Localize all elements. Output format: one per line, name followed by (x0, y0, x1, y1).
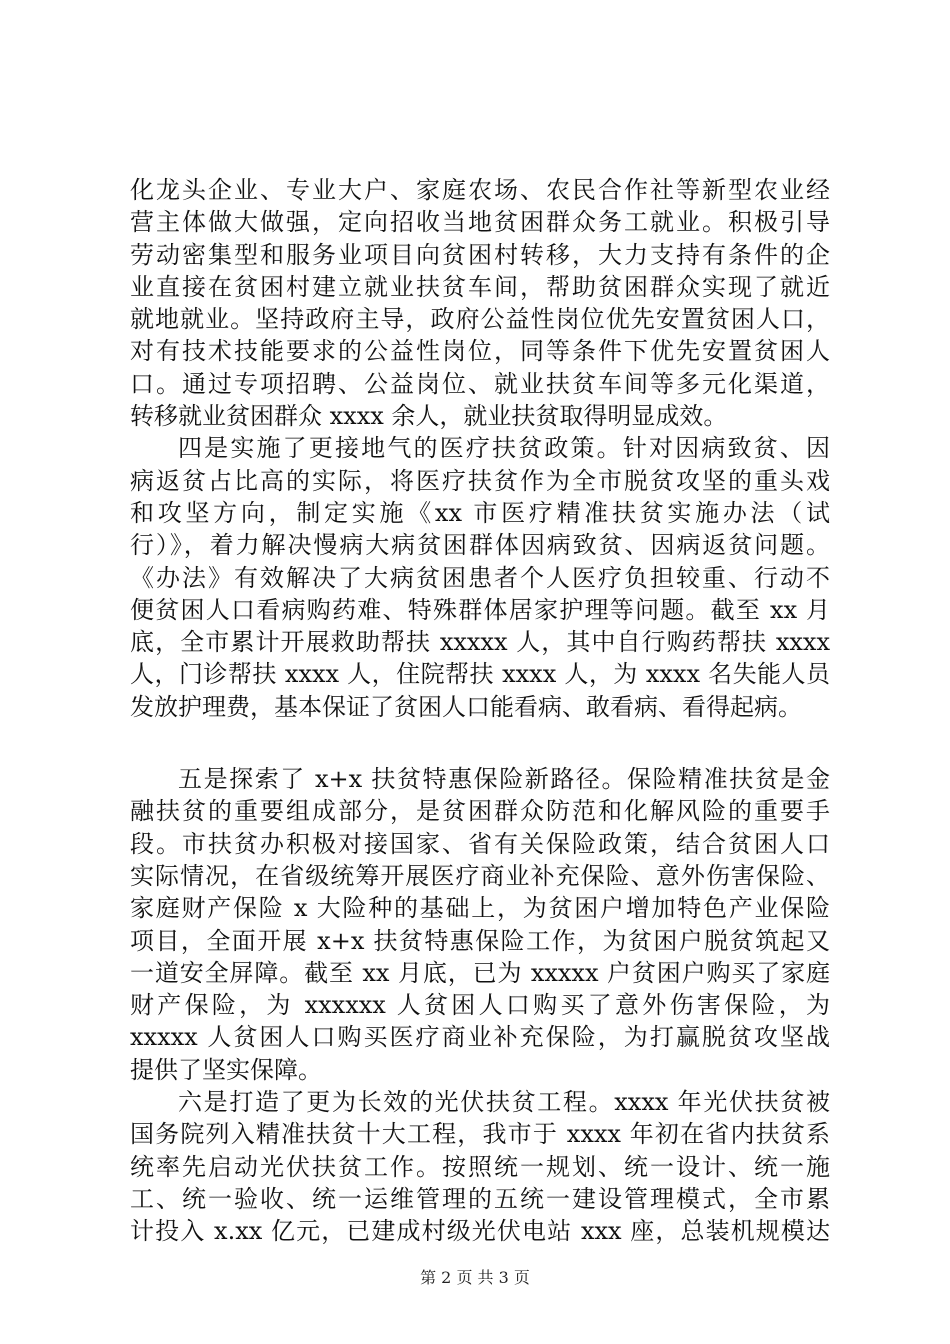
text-line: 便贫困人口看病购药难、特殊群体居家护理等问题。截至 xx 月 (130, 595, 830, 624)
text-line: 融扶贫的重要组成部分，是贫困群众防范和化解风险的重要手 (130, 797, 830, 826)
text-line: 《办法》有效解决了大病贫困患者个人医疗负担较重、行动不 (130, 563, 830, 592)
text-line: 财产保险，为 xxxxxx 人贫困人口购买了意外伤害保险，为 (130, 991, 830, 1020)
paragraph-gap (130, 723, 830, 763)
page-footer (0, 1268, 950, 1288)
text-line: 工、统一验收、统一运维管理的五统一建设管理模式，全市累 (130, 1184, 830, 1213)
text-line: 家庭财产保险 x 大险种的基础上，为贫困户增加特色产业保险 (130, 894, 830, 923)
text-line: 劳动密集型和服务业项目向贫困村转移，大力支持有条件的企 (130, 240, 830, 269)
text-line: 项目，全面开展 x+x 扶贫特惠保险工作，为贫困户脱贫筑起又 (130, 926, 830, 955)
text-line: 发放护理费，基本保证了贫困人口能看病、敢看病、看得起病。 (130, 692, 802, 721)
text-line: 化龙头企业、专业大户、家庭农场、农民合作社等新型农业经 (130, 176, 830, 204)
text-line: 和攻坚方向，制定实施《xx 市医疗精准扶贫实施办法（试 (130, 498, 830, 527)
text-line: 四是实施了更接地气的医疗扶贫政策。针对因病致贫、因 (178, 434, 830, 463)
text-line: 行）》，着力解决慢病大病贫困群体因病致贫、因病返贫问题。 (130, 531, 830, 560)
text-line: 统率先启动光伏扶贫工作。按照统一规划、统一设计、统一施 (130, 1152, 830, 1181)
text-line: 计投入 x.xx 亿元，已建成村级光伏电站 xxx 座，总装机规模达 (130, 1217, 830, 1246)
text-line: 段。市扶贫办积极对接国家、省有关保险政策，结合贫困人口 (130, 829, 830, 858)
text-line: 提供了坚实保障。 (130, 1055, 322, 1084)
body-text (130, 174, 830, 1248)
text-line: 五是探索了 x+x 扶贫特惠保险新路径。保险精准扶贫是金 (178, 765, 830, 794)
paragraph-employment (130, 174, 830, 432)
text-line: 底，全市累计开展救助帮扶 xxxxx 人，其中自行购药帮扶 xxxx (130, 628, 830, 657)
text-line: 就地就业。坚持政府主导，政府公益性岗位优先安置贫困人口， (130, 305, 830, 334)
text-line: 转移就业贫困群众 xxxx 余人，就业扶贫取得明显成效。 (130, 402, 728, 431)
paragraph-photovoltaic (130, 1086, 830, 1247)
page-number-label: 第 2 页 共 3 页 (420, 1268, 530, 1287)
text-line: 人，门诊帮扶 xxxx 人，住院帮扶 xxxx 人，为 xxxx 名失能人员 (130, 660, 830, 689)
paragraph-medical (130, 432, 830, 723)
text-line: 一道安全屏障。截至 xx 月底，已为 xxxxx 户贫困户购买了家庭 (130, 958, 830, 987)
text-line: 对有技术技能要求的公益性岗位，同等条件下优先安置贫困人 (130, 337, 830, 366)
text-line: 病返贫占比高的实际，将医疗扶贫作为全市脱贫攻坚的重头戏 (130, 466, 830, 495)
text-line: 业直接在贫困村建立就业扶贫车间，帮助贫困群众实现了就近 (130, 272, 830, 301)
paragraph-insurance (130, 763, 830, 1086)
text-line: 实际情况，在省级统筹开展医疗商业补充保险、意外伤害保险、 (130, 861, 830, 890)
text-line: xxxxx 人贫困人口购买医疗商业补充保险，为打赢脱贫攻坚战 (130, 1023, 830, 1052)
text-line: 口。通过专项招聘、公益岗位、就业扶贫车间等多元化渠道， (130, 369, 830, 398)
text-line: 营主体做大做强，定向招收当地贫困群众务工就业。积极引导 (130, 208, 830, 237)
text-line: 六是打造了更为长效的光伏扶贫工程。xxxx 年光伏扶贫被 (178, 1088, 830, 1117)
text-line: 国务院列入精准扶贫十大工程，我市于 xxxx 年初在省内扶贫系 (130, 1120, 830, 1149)
